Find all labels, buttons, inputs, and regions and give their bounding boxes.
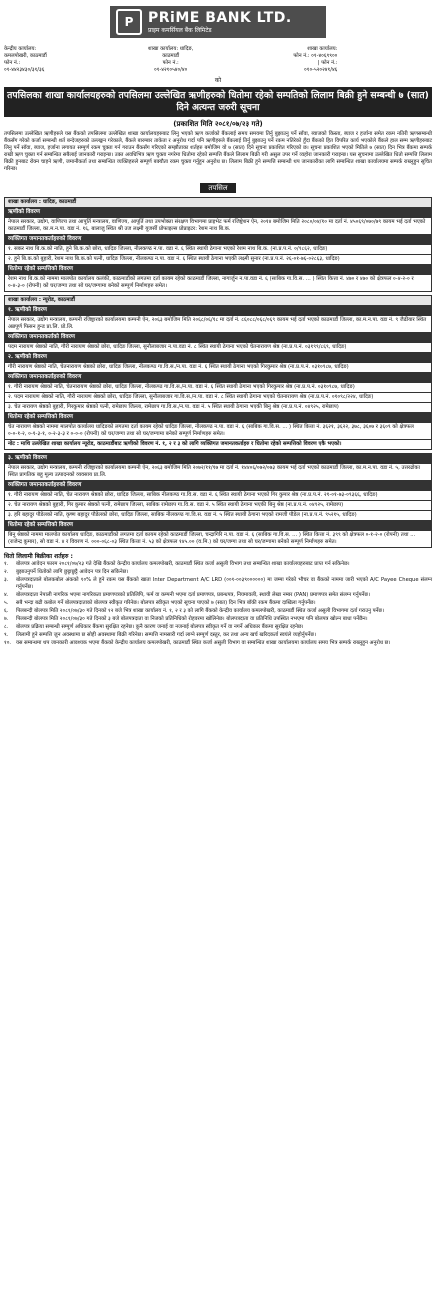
condition-text: बोलपत्रदाता नेपाली नागरिक भएमा नागरिकता प्रमाणपत्रको प्रतिलिपि, फर्म वा कम्पनी भएमा दर्ता प्रमाणपत्र, प्रबन्धपत्र, नियमावली, स्थायी लेखा नम्बर (PAN) प्रमाणपत्र समेत संलग्न गर्नुपर्नेछ। (16, 592, 371, 599)
bank-logo-mark-icon: P (116, 9, 142, 35)
tapsil-label: तपसिल (200, 183, 235, 193)
branch-note: नोट : माथि उल्लेखित शाखा कार्यालय न्यूरोड, काठमाडौंबाट ऋणीको विवरण नं. १, २ र ३ को लागि व्यक्तिगत जमानतकर्ताहरु र धितोमा रहेको सम्पत्तिको विवरण एकै भएको। (4, 440, 432, 450)
section-title: व्यक्तिगत जमानतकर्ताहरुको विवरण (5, 481, 431, 491)
branch-office: शाखा कार्यालय : धादिङ, काठमाडौं (5, 198, 431, 208)
section-title: ३. ऋणीको विवरण (5, 454, 431, 464)
branch-table-1 (4, 197, 432, 292)
section-row: १. गौरी नारायण श्रेष्ठको नाति, चेतनारायण श्रेष्ठको छोरा, धादिङ जिल्ला, नीलकण्ठ गा.वि.स./न.पा. वडा नं. ६ स्थित स्थायी ठेगाना भएको गिरकुमार श्रेष्ठ (ना.प्र.प.नं. ०३१०९८७, धादिङ) (5, 383, 431, 393)
condition-number: १. (4, 561, 9, 568)
section-row: नेपाल सरकार, उद्योग मन्त्रालय, कम्पनी रजिष्ट्रारको कार्यालयमा कम्पनी ऐन, २०६३ बमोजिम मिति २०७२/११/१७ मा दर्ता नं. १४४०६/०७२/०७३ कायम भई दर्ता भएको काठमाडौं जिल्ला, का.म.न.पा. वडा नं. ५, उत्तरढोका स्थित प्रागतिक बहु मूल्य उत्पादनको व्यवसाय प्रा.लि. (5, 464, 431, 481)
section-title: १. ऋणीको विवरण (5, 306, 431, 316)
condition-item (4, 569, 432, 576)
section-row: चेत नारायण श्रेष्ठको नाममा मालपोत कार्यालय धादिङको लगतमा दर्ता कायम रहेको धादिङ जिल्ला, नीलकण्ठ न.पा. वडा नं. ६ (साबिक गा.वि.स. ... ) स्थित कित्ता नं. ३६२१, ३६२२, ३७८, ३६०७ र ३६०९ को क्षेत्रफल ०-०-१-२, ०-१-३-१, ०-२-३-३ र ०-०-० (रोपनी) को घर/जग्गा तथा सो घर/जग्गामा बनेको सम्पूर्ण निर्माणहरु समेत। (8, 424, 414, 438)
section-title: धितोमा रहेको सम्पत्तिको विवरण (5, 413, 431, 423)
section-row: २. पदम नारायण श्रेष्ठको नाति, गौरी नारायण श्रेष्ठको छोरा, धादिङ जिल्ला, सुनौलाबजार गा.वि.स./न.पा. वडा नं. ८ स्थित स्थायी ठेगाना भएको चेतनारायण श्रेष्ठ (ना.प्र.प.नं. ०१०९८/२२४, धादिङ) (5, 393, 431, 403)
condition-number: ७. (4, 615, 9, 622)
intro-paragraph: तपसिलमा उल्लेखित ऋणीहरुले यस बैंकको तपसिलमा उल्लेखित शाखा कार्यालयहरुबाट लिनु भएको ऋण कर्जाको बैंकलाई समय समयमा तिर्नु बुझाउनु पर्ने साँवा, ब्याजको किस्ता, ब्याज र हर्जाना समेत रकम नतिरी ऋणसम्बन्धी बैंकसँग गरेको कर्जा सम्बन्धी शर्त बन्देजहरुको उल्लङ्घन गरेकाले, बैंकले बारम्बार ताकेता र अनुरोध गर्दा पनि ऋणीहरुले बैंकलाई तिर्नु बुझाउनु पर्ने रकम नतिरेको हुँदा बैंकको हित विपरित कार्य भएकोले बैंकले हाल सम्म ऋणीहरुबाट लिनु पर्ने साँवा, ब्याज, हर्जाना लगायत सम्पूर्ण रकम चुक्ता गर्न गराउन बैंकसँग गरिएको सम्झौताका शर्तहरु बमोजिम यो ७ (सात) दिने सूचना प्रकाशित गरिएको छ। सूचना प्रकाशित भएको मितिले ७ (सात) दिन भित्र बैंकमा सम्पर्क राखी ऋण चुक्ता गर्न सम्बन्धित सबैलाई जानकारी गराइन्छ। उक्त अवधिभित्र ऋण चुक्ता नगरेमा धितोमा रहेको सम्पत्ति बैंकले लिलाम बिक्री गरी असुल उपर गर्ने व्यहोरा जानकारी गराइन्छ। यस सूचनामा उल्लेखित धितो सम्पत्ति लिलाम बिक्री हुनबाट रोक्न चाहने ऋणी, जमानीकर्ता तथा सम्बन्धित व्यक्तिहरुले सम्पूर्ण बक्यौता रकम चुक्ता गर्नुहुन अनुरोध छ। लिलाम बिक्री हुने सम्पत्ति सम्बन्धी थप जानकारीका लागि सम्बन्धित शाखा कार्यालयमा सम्पर्क राख्नुहुन सूचित गरिन्छ। (4, 131, 432, 172)
condition-item (4, 592, 432, 599)
bank-name: PRiME BANK LTD. (148, 9, 292, 26)
section-row: रेशम नाथ बि.क.को नाममा मालपोत कार्यालय कलंकी, काठमाडौंको लगतमा दर्ता कायम रहेको काठमाडौं जिल्ला, नागार्जुन न.पा.वडा नं. ६ (साबिक गा.वि.स. ... ) स्थित कित्ता नं. ४७० र ४७० को क्षेत्रफल ०-४-२-० र ०-४-३-० (रोपनी) को घर/जग्गा तथा सो घर/जग्गामा बनेको सम्पूर्ण निर्माणहरु समेत। (8, 276, 414, 290)
phone-mid: फोन नं.: ०१-४२१०५४०/४० (154, 60, 188, 73)
section-row: गौरी नारायण श्रेष्ठको नाति, चेतनारायण श्रेष्ठको छोरा, धादिङ जिल्ला, नीलकण्ठ गा.वि.स./न.पा. वडा नं. ६ स्थित स्थायी ठेगाना भएको गिरकुमार श्रेष्ठ (ना.प्र.प.नं. ०३१०९८७, धादिङ) (5, 363, 431, 373)
condition-text: सबै भन्दा बढी कबोल गर्ने बोलपत्रदाताको बोलपत्र स्वीकृत गरिनेछ। बोलपत्र स्वीकृत भएको सूचना पाएको ७ (सात) दिन भित्र बाँकी रकम बैंकमा दाखिला गर्नुपर्नेछ। (16, 599, 316, 606)
condition-item (4, 561, 432, 568)
section-row: ३. चेत नारायण श्रेष्ठको बुहारी, गिरकुमार श्रेष्ठको पत्नी, रामेछाप जिल्ला, रामेछाप गा.वि.स./न.पा. वडा नं. ५ स्थित स्थायी ठेगाना भएकी बिनु श्रेष्ठ (ना.प्र.प.नं. ०४९२५, रामेछाप) (5, 403, 431, 413)
condition-item (4, 624, 432, 631)
office-left: केन्द्रीय कार्यालय: कमलपोखरी, काठमाडौं (4, 46, 47, 59)
bank-logo (110, 6, 326, 38)
section-title: व्यक्तिगत जमानतकर्ताहरुको विवरण (5, 235, 431, 245)
condition-number: ४. (4, 592, 9, 599)
branch-table-3 (4, 453, 432, 548)
phone-left: फोन नं.: ०१-४४२३४३०/३१/३६ (4, 60, 45, 73)
section-row: बिनु श्रेष्ठको नाममा मालपोत कार्यालय धादिङ, काठमाडौंको लगतमा दर्ता कायम रहेको काठमाडौं जिल्ला, चन्द्रागिरि न.पा. वडा नं. ६ (साबिक गा.वि.स. ... ) स्थित कित्ता नं. ३९९ को क्षेत्रफल ०-१-२-० (रोपनी) तथा ... (राजेन्द्र कुमार), सो वडा नं. ४ र विवरण नं. ०००-०६८-०३ स्थित कित्ता नं. ५३ को क्षेत्रफल १४५.०० (व.मि.) को घर/जग्गा तथा सो घर/जग्गामा बनेको सम्पूर्ण निर्माणहरु समेत। (8, 532, 416, 546)
office-mid: शाखा कार्यालय: धादिङ, काठमाडौं (148, 46, 194, 59)
condition-number: ६. (4, 607, 9, 614)
condition-text: लिलामी हुने सम्पत्ति जुन अवस्थामा छ सोही अवस्थामा बिक्री गरिनेछ। सम्पत्ति नामसारी गर्दा लाग्ने सम्पूर्ण दस्तुर, कर तथा अन्य खर्च खरिदकर्ता स्वयंले व्यहोर्नुपर्नेछ। (16, 631, 317, 638)
section-row: नेपाल सरकार, उद्योग मन्त्रालय, कम्पनी रजिष्ट्रारको कार्यालयमा कम्पनी ऐन, २०६३ बमोजिम मिति २०६८/०६/१८ मा दर्ता नं. ८६०८८/०६८/०६९ कायम भई दर्ता भएको काठमाडौं जिल्ला, का.म.न.पा. वडा नं. ९ जैढीयार स्थित अन्नपूर्ण फिसन हुन्ड प्रा.लि. प्रो.लि. (5, 316, 431, 333)
section-title: व्यक्तिगत जमानतकर्ताहरुको विवरण (5, 373, 431, 383)
section-row: २. हुने बि.क.को बुहारी, रेशम नाथ बि.क.को पत्नी, धादिङ जिल्ला, नीलकण्ठ न.पा. वडा नं. ६ स्थित स्थायी ठेगाना भएकी लक्ष्मी सुनार (ना.प्र.प.नं. २६-०१-७६-०२८६३, धादिङ) (5, 255, 431, 265)
office-right: शाखा कार्यालय: (307, 46, 338, 52)
condition-number: १०. (4, 639, 12, 646)
section-title: धितोमा रहेको सम्पत्तिको विवरण (5, 265, 431, 275)
section-title: धितोमा रहेको सम्पत्तिको विवरण (5, 521, 431, 531)
condition-item (4, 600, 432, 607)
conditions-list (4, 561, 432, 646)
condition-text: पिलबन्दी बोलपत्र मिति २०८१/०७/३० गते दिनको ३ बजे बोलपत्रदाता वा निजको प्रतिनिधिको रोहवरमा खोलिनेछ। बोलपत्रदाता वा प्रतिनिधि उपस्थित नभएमा पनि बोलपत्र खोल्न बाधा पर्नेछैन। (16, 615, 368, 622)
to-line: को (214, 77, 222, 84)
condition-item (4, 608, 432, 615)
condition-number: ५. (4, 599, 9, 606)
section-row: नेपाल सरकार, उद्योग, वाणिज्य तथा आपूर्ति मन्त्रालय, वाणिज्य, आपूर्ति तथा उपभोक्ता संरक्षण विभागमा प्राइभेट फर्म रजिष्ट्रेशन ऐन, २०१४ बमोजिम मिति २०८०/०४/१० मा दर्ता नं. ४५०६९/०७०/७९ कायम भई दर्ता भएको काठमाडौं जिल्ला, का.म.न.पा. वडा नं. १६, बालाजु स्थित श्री उज लक्ष्मी यूजर्सी प्रोफाइल्स प्रोप्राइटर: रेशम नाथ बि.क. (5, 218, 431, 235)
publication-date: (प्रकाशित मिति २०८१/०७/२३ गते) (173, 120, 263, 128)
condition-text: बुझाउनुपर्ने धितोको लागि छुट्टाछुट्टै आवेदन पत्र दिन सकिनेछ। (16, 569, 129, 576)
condition-text: बोलपत्रदाताले बोलकबोल अंकको १०% ले हुने रकम यस बैंकको खाता Inter Department A/C LRD (००१-००३९००००००) मा जम्मा गरेको भौचर वा बैंकको नाममा जारी भएको A/C Payee Cheque संलग्न गर्नुपर्नेछ। (16, 577, 432, 591)
section-title: ऋणीको विवरण (5, 208, 431, 218)
condition-item (4, 616, 432, 623)
condition-text: यस सम्बन्धमा थप जानकारी आवश्यक भएमा बैंकको केन्द्रीय कार्यालय कमलपोखरी, काठमाडौं स्थित कर्जा असुली विभाग वा सम्बन्धित शाखा कार्यालयमा कार्यालय समय भित्र सम्पर्क राख्नुहुन अनुरोध छ। (16, 639, 391, 646)
condition-number: २. (4, 569, 9, 576)
contact-row (4, 46, 432, 74)
section-row: ३. हरि बहादुर पौडेलको नाति, कृष्ण बहादुर पौडेलको छोरा, धादिङ जिल्ला, साबिक नीलकण्ठ गा.वि.स. वडा नं. ५ स्थित स्थायी ठेगाना भएको रामजी पौडेल (ना.प्र.प.नं. ९५२१५, धादिङ) (5, 511, 431, 521)
condition-number: ३. (4, 577, 9, 584)
condition-item (4, 640, 432, 647)
section-title: व्यक्तिगत जमानतकर्ताको विवरण (5, 333, 431, 343)
condition-item (4, 577, 432, 591)
section-row: पदम नारायण श्रेष्ठको नाति, गौरी नारायण श्रेष्ठको छोरा, धादिङ जिल्ला, सुनौलाबजार न.पा.वडा नं. ८ स्थित स्थायी ठेगाना भएको चेतनारायण श्रेष्ठ (ना.प्र.प.नं. ०३१९९/८६९, धादिङ) (5, 343, 431, 353)
tapsil-tag (4, 175, 432, 194)
condition-text: बोलपत्र आवेदन फारम २०८१/०७/२३ गते देखि बैंकको केन्द्रीय कार्यालय कमलपोखरी, काठमाडौं स्थित कर्जा असुली विभाग तथा सम्बन्धित शाखा कार्यालयहरुबाट प्राप्त गर्न सकिनेछ। (16, 561, 350, 568)
branch-office: शाखा कार्यालय : न्यूरोड, काठमाडौं (5, 296, 431, 306)
branch-table-2 (4, 295, 432, 440)
condition-text: पिलबन्दी बोलपत्र मिति २०८१/०७/३० गते दिनको १२ बजे भित्र शाखा कार्यालय नं. १, २ र ३ को लागि बैंकको केन्द्रीय कार्यालय कमलपोखरी, काठमाडौं स्थित कर्जा असुली विभागमा दर्ता गराउनु पर्नेछ। (16, 607, 385, 614)
condition-text: बोलपत्र प्रक्रिया सम्बन्धी सम्पूर्ण अधिकार बैंकमा सुरक्षित रहनेछ। कुनै कारण जनाई वा नजनाई बोलपत्र स्वीकृत गर्ने वा नगर्ने अधिकार बैंकमा सुरक्षित रहनेछ। (16, 623, 304, 630)
bank-name-nepali: प्राइम कमर्सियल बैंक लिमिटेड (148, 26, 212, 34)
section-row: २. चेत नारायण श्रेष्ठको बुहारी, गिर कुमार श्रेष्ठको पत्नी, रामेछाप जिल्ला, साबिक रामेछाप गा.वि.स. वडा नं. ५ स्थित स्थायी ठेगाना भएकी बिनु श्रेष्ठ (ना.प्र.प.नं. ०४९२५, रामेछाप) (5, 501, 431, 511)
condition-number: ९. (4, 631, 9, 638)
section-row: १. सकर नाथ बि.क.को नाति, हुने बि.क.को छोरा, धादिङ जिल्ला, नीलकण्ठ न.पा. वडा नं. ६ स्थित स्थायी ठेगाना भएको रेशम नाथ बि.क. (ना.प्र.प.नं. ०/९८६२, धादिङ) (5, 245, 431, 255)
condition-number: ८. (4, 623, 9, 630)
condition-item (4, 632, 432, 639)
conditions-title: धितो लिलामी बिक्रीका शर्तहरु : (4, 553, 73, 561)
section-row: १. गौरी नारायण श्रेष्ठको नाति, चेत नारायण श्रेष्ठको छोरा, धादिङ जिल्ला, साबिक नीलकण्ठ गा.वि.स. वडा नं. ६ स्थित स्थायी ठेगाना भएको गिर कुमार श्रेष्ठ (ना.प्र.प.नं. २१-०१-७३-०९३६६, धादिङ) (5, 491, 431, 501)
phone-right: फोन नं.: ०१-४०६९९०० | फोन नं.: ०१०-५२०२४१/४६ (293, 53, 338, 73)
notice-headline: तपसिलका शाखा कार्यालयहरुको तपसिलमा उल्लेखित ऋणीहरुको धितोमा रहेको सम्पतिको लिलाम बिक्री हुने सम्बन्धी ७ (सात) दिने अत्यन्त जरुरी सूचना (4, 87, 432, 117)
logo-area (4, 2, 432, 42)
section-title: २. ऋणीको विवरण (5, 353, 431, 363)
